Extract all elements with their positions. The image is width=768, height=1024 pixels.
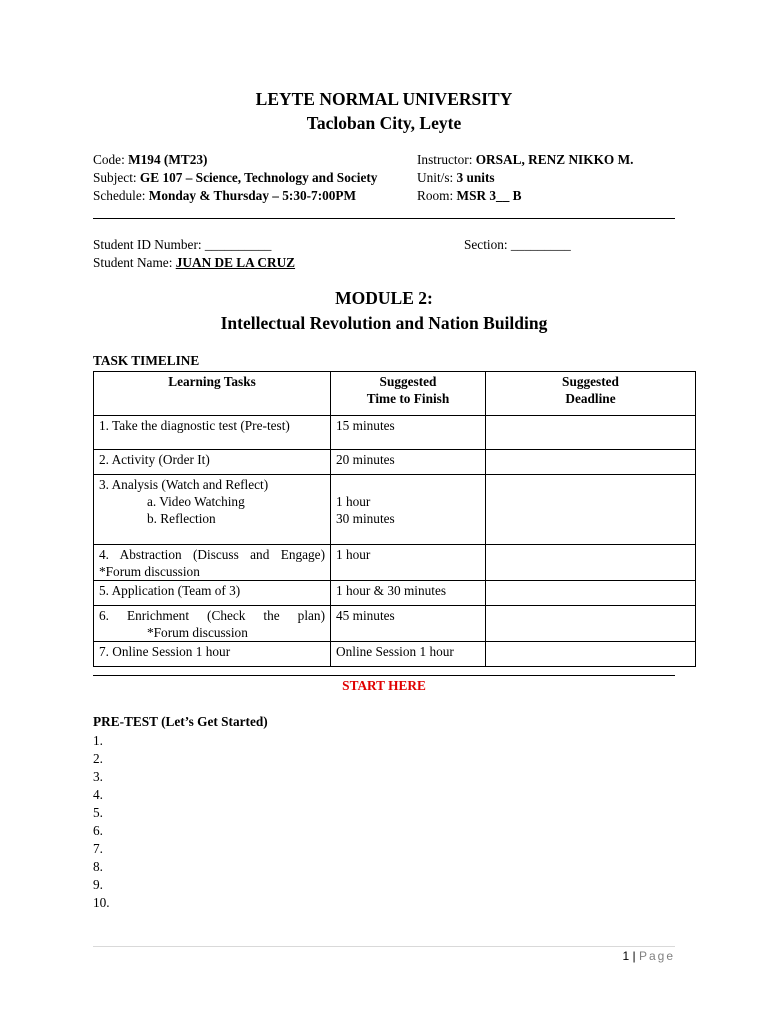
deadline-cell [486,416,696,450]
table-row [94,581,696,606]
course-code: Code: M194 (MT23) [93,152,208,167]
pretest-item-list [93,732,110,912]
university-name: LEYTE NORMAL UNIVERSITY [255,89,513,109]
deadline-cell [486,545,696,581]
list-item: 6. [93,823,103,838]
list-item: 5. [93,805,103,820]
page-word: Page [638,949,675,963]
student-section: Section: _________ [464,237,571,252]
table-row [94,606,696,642]
list-item: 8. [93,859,103,874]
list-item: 4. [93,787,103,802]
task-cell: 5. Application (Team of 3) [94,581,331,606]
table-row [94,416,696,450]
list-item: 3. [93,769,103,784]
time-cell: 20 minutes [331,450,486,475]
list-item: 2. [93,751,103,766]
deadline-cell [486,450,696,475]
header-deadline: Suggested Deadline [486,372,696,416]
pretest-title: PRE-TEST (Let’s Get Started) [93,714,268,729]
course-room: Room: MSR 3__ B [417,188,522,203]
task-cell: 3. Analysis (Watch and Reflect) a. Video Watching b. Reflection [94,475,331,545]
table-row [94,475,696,545]
university-location: Tacloban City, Leyte [306,113,462,133]
task-timeline-table [93,371,696,667]
time-cell: 1 hour [331,545,486,581]
task-cell: 2. Activity (Order It) [94,450,331,475]
start-here-label: START HERE [342,678,426,693]
list-item: 9. [93,877,103,892]
time-cell: 1 hour & 30 minutes [331,581,486,606]
time-cell: 1 hour 30 minutes [331,475,486,545]
task-timeline-label: TASK TIMELINE [93,353,200,368]
task-cell: 7. Online Session 1 hour [94,642,331,667]
course-info-left [93,151,377,205]
task-cell: 1. Take the diagnostic test (Pre-test) [94,416,331,450]
table-row [94,450,696,475]
module-title: Intellectual Revolution and Nation Building [220,313,548,333]
list-item: 10. [93,895,110,910]
header-divider [93,218,675,219]
course-units: Unit/s: 3 units [417,170,495,185]
time-cell: 45 minutes [331,606,486,642]
table-row [94,545,696,581]
time-cell: 15 minutes [331,416,486,450]
deadline-cell [486,606,696,642]
course-subject: Subject: GE 107 – Science, Technology and Society [93,170,378,185]
task-cell: 6. Enrichment (Check the plan) *Forum discussion [94,606,331,642]
time-cell: Online Session 1 hour [331,642,486,667]
deadline-cell [486,475,696,545]
course-instructor: Instructor: ORSAL, RENZ NIKKO M. [417,152,634,167]
page-footer [622,949,675,963]
page-separator: | [629,949,639,963]
list-item: 7. [93,841,103,856]
page-number: 1 [622,949,630,963]
list-item: 1. [93,733,103,748]
section-divider [93,675,675,676]
deadline-cell [486,581,696,606]
course-schedule: Schedule: Monday & Thursday – 5:30-7:00PM [93,188,357,203]
deadline-cell [486,642,696,667]
course-info-right [417,151,633,205]
task-cell: 4. Abstraction (Discuss and Engage) *Forum discussion [94,545,331,581]
table-header-row [94,372,696,416]
student-id: Student ID Number: __________ [93,237,272,252]
header-learning-tasks: Learning Tasks [94,372,331,416]
student-name: Student Name: JUAN DE LA CRUZ [93,255,296,270]
student-info-left [93,236,295,272]
footer-divider [93,946,675,947]
table-row [94,642,696,667]
header-time-to-finish: Suggested Time to Finish [331,372,486,416]
module-number: MODULE 2: [335,288,433,308]
